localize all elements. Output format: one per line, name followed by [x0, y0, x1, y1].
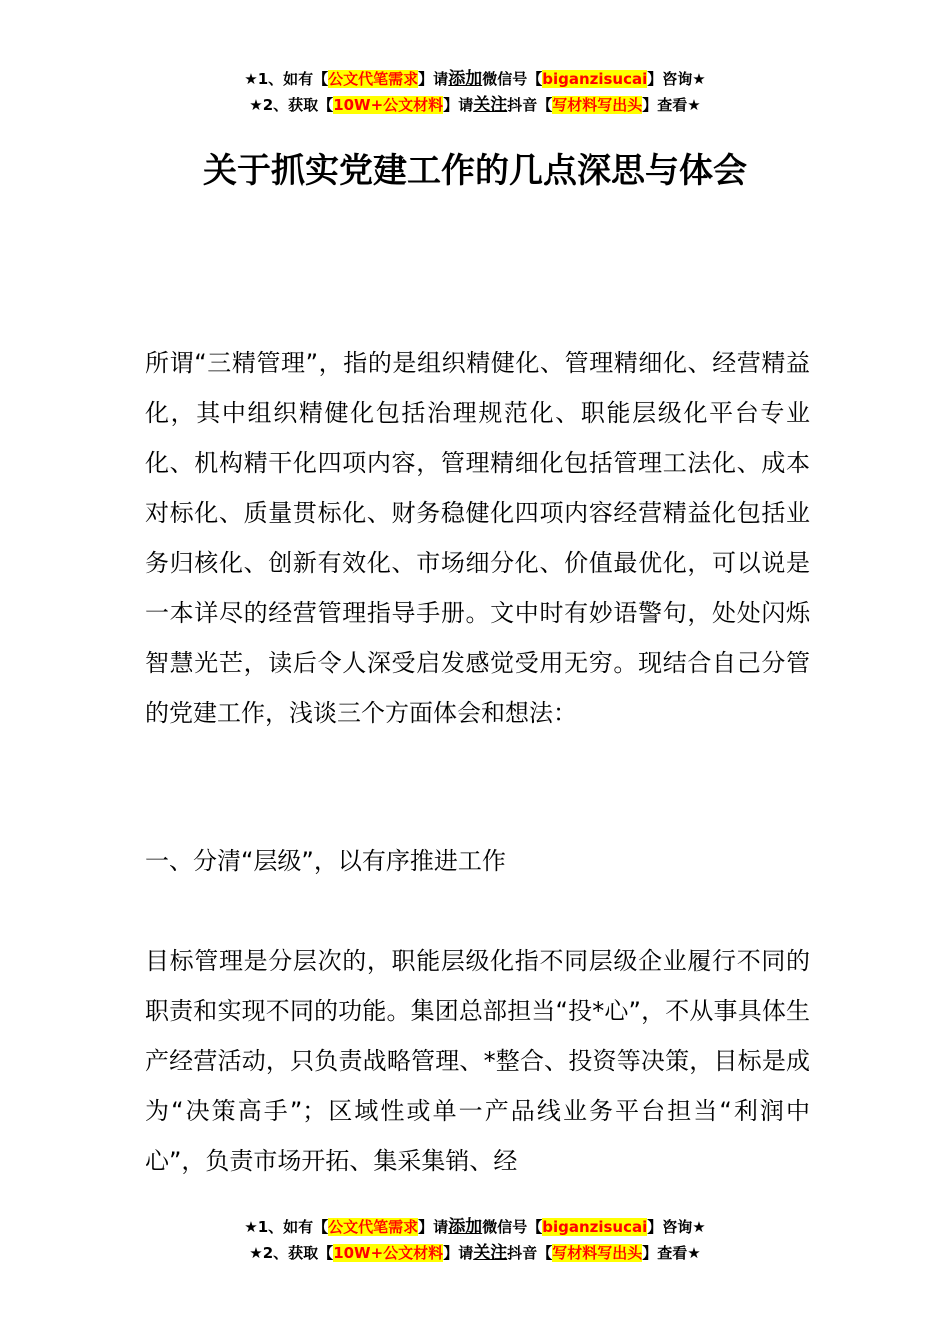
banner-text: 微信号【 [482, 1218, 543, 1236]
banner-line-2 [0, 1240, 950, 1266]
banner-text: 】查看★ [642, 96, 701, 114]
materials-highlight: 10W+公文材料 [333, 96, 444, 114]
banner-text: ★1、如有【 [244, 1218, 329, 1236]
bottom-banner [0, 1214, 950, 1266]
banner-text: 】咨询★ [647, 1218, 706, 1236]
paragraph-section-1: 目标管理是分层次的，职能层级化指不同层级企业履行不同的职责和实现不同的功能。集团总部担当“投*心”，不从事具体生产经营活动，只负责战略管理、*整合、投资等决策，目标是成为“决策高手”；区域性或单一产品线业务平台担当“利润中心”，负责市场开拓、集采集销、经 [145, 947, 810, 1175]
banner-text: 】查看★ [642, 1244, 701, 1262]
banner-text: 抖音【 [507, 1244, 553, 1262]
paragraph-intro: 所谓“三精管理”，指的是组织精健化、管理精细化、经营精益化，其中组织精健化包括治理规范化、职能层级化平台专业化、机构精干化四项内容，管理精细化包括管理工法化、成本对标化、质量贯标化、财务稳健化四项内容经营精益化包括业务归核化、创新有效化、市场细分化、价值最优化，可以说是一本详尽的经营管理指导手册。文中时有妙语警句，处处闪烁智慧光芒，读后令人深受启发感觉受用无穷。现结合自己分管的党建工作，浅谈三个方面体会和想法： [145, 349, 810, 727]
douyin-id-highlight: 写材料写出头 [552, 1244, 643, 1262]
banner-line-1 [0, 66, 950, 92]
banner-line-2 [0, 92, 950, 118]
follow-underline: 关注 [473, 1243, 508, 1263]
section-heading-1: 一、分清“层级”，以有序推进工作 [145, 847, 506, 875]
banner-text: 抖音【 [507, 96, 553, 114]
banner-text: 】请 [418, 1218, 449, 1236]
banner-text: 】请 [443, 1244, 474, 1262]
add-underline: 添加 [448, 69, 483, 89]
banner-text: 】咨询★ [647, 70, 706, 88]
banner-text: 微信号【 [482, 70, 543, 88]
banner-text: 】请 [443, 96, 474, 114]
materials-highlight: 10W+公文材料 [333, 1244, 444, 1262]
add-underline: 添加 [448, 1217, 483, 1237]
follow-underline: 关注 [473, 95, 508, 115]
banner-line-1 [0, 1214, 950, 1240]
banner-text: 】请 [418, 70, 449, 88]
ghostwriting-highlight: 公文代笔需求 [328, 70, 419, 88]
ghostwriting-highlight: 公文代笔需求 [328, 1218, 419, 1236]
wechat-id-highlight: biganzisucai [542, 70, 648, 88]
banner-text: ★2、获取【 [249, 96, 334, 114]
banner-text: ★1、如有【 [244, 70, 329, 88]
douyin-id-highlight: 写材料写出头 [552, 96, 643, 114]
wechat-id-highlight: biganzisucai [542, 1218, 648, 1236]
document-title: 关于抓实党建工作的几点深思与体会 [203, 151, 747, 191]
top-banner [0, 66, 950, 118]
banner-text: ★2、获取【 [249, 1244, 334, 1262]
